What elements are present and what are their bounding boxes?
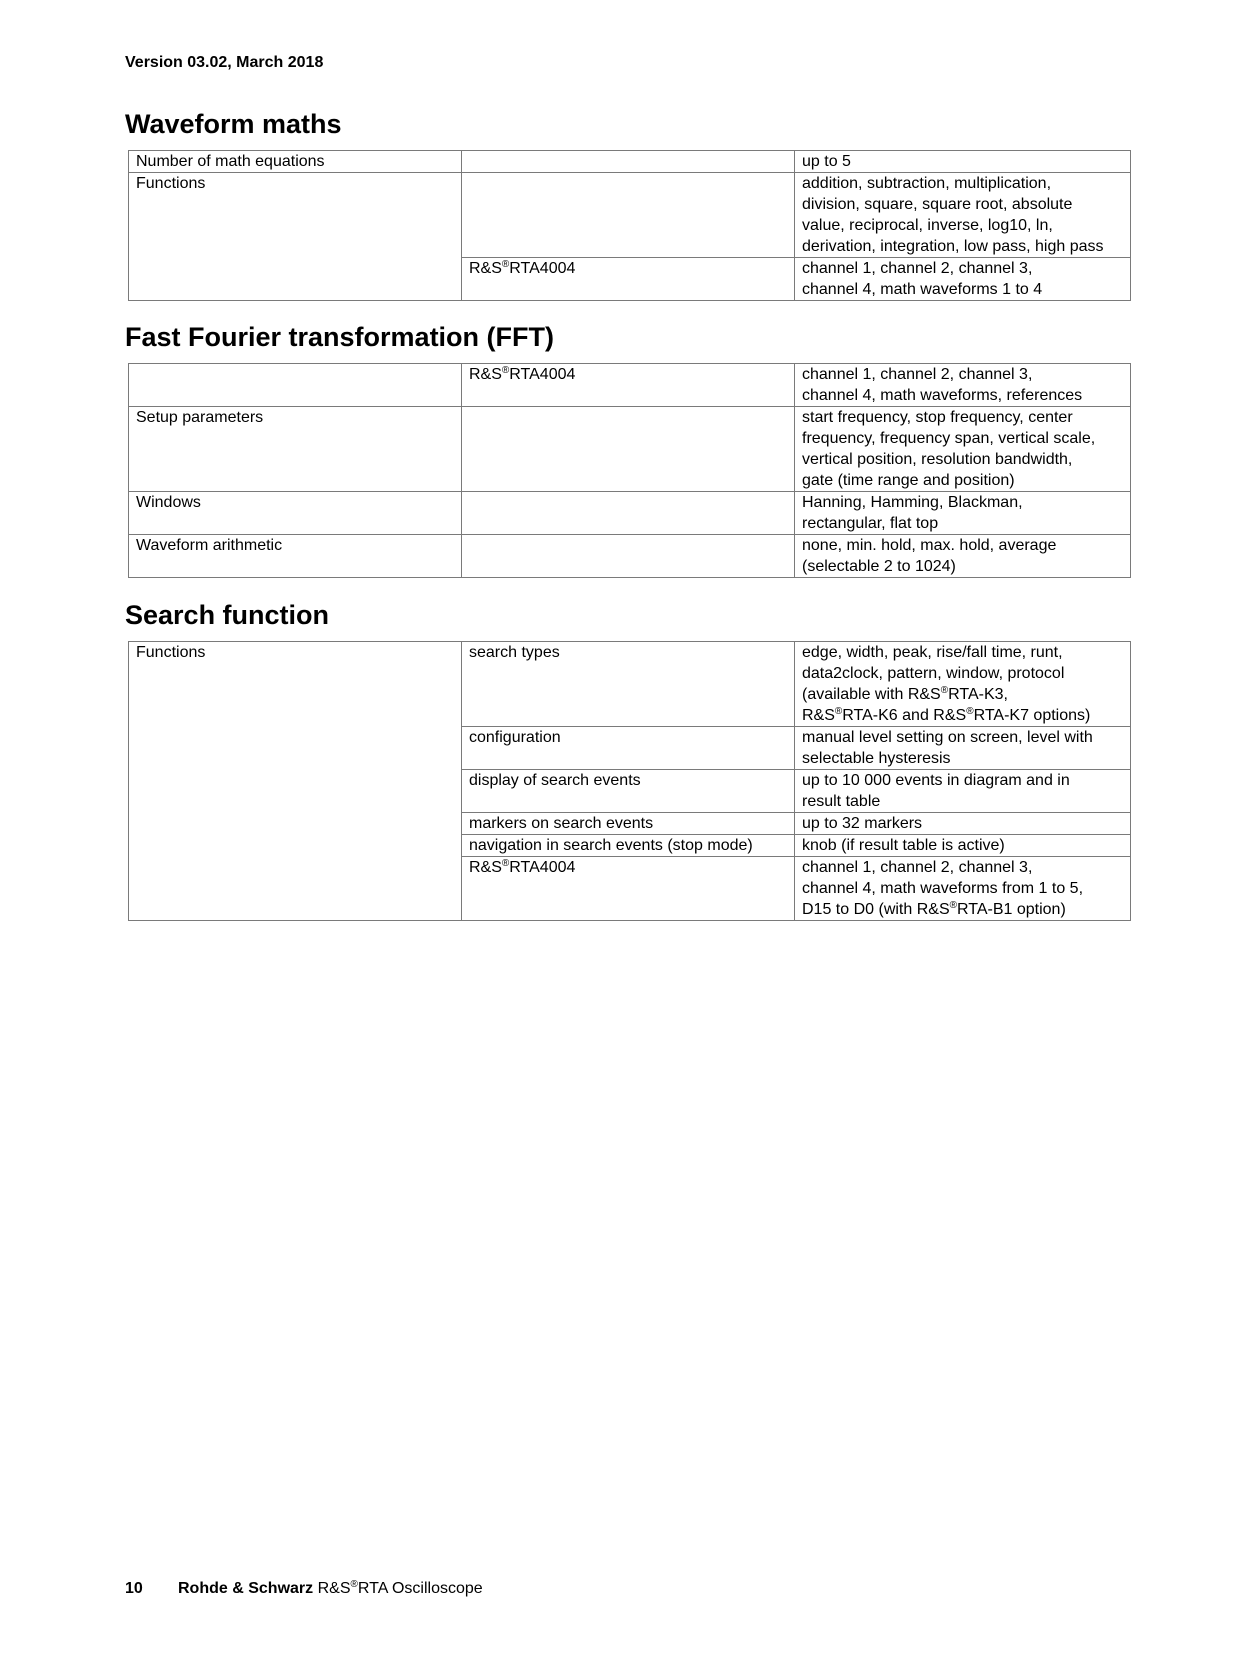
section-title-search-function: Search function	[125, 600, 330, 630]
footer-product: R&S®RTA Oscilloscope	[317, 1579, 483, 1597]
table-cell	[129, 364, 462, 407]
table-cell: up to 32 markers	[795, 813, 1131, 835]
footer-company: Rohde & Schwarz	[178, 1580, 314, 1597]
table-cell: manual level setting on screen, level with selectable hysteresis	[795, 727, 1131, 770]
section-title-waveform-maths: Waveform maths	[125, 109, 342, 139]
table-cell: display of search events	[462, 770, 795, 813]
table-cell	[462, 173, 795, 258]
table-cell	[462, 492, 795, 535]
table-row	[129, 642, 1131, 727]
table-cell: none, min. hold, max. hold, average (selectable 2 to 1024)	[795, 535, 1131, 578]
table-cell: Windows	[129, 492, 462, 535]
table-cell: addition, subtraction, multiplication, division, square, square root, absolute value, reciprocal, inverse, log10, ln, derivation, integration, low pass, high pass	[795, 173, 1131, 258]
table-cell: Hanning, Hamming, Blackman, rectangular, flat top	[795, 492, 1131, 535]
table-cell: channel 1, channel 2, channel 3, channel 4, math waveforms from 1 to 5, D15 to D0 (with R&S®RTA-B1 option)	[795, 857, 1131, 921]
page-footer	[125, 1580, 483, 1598]
table-cell: Functions	[129, 173, 462, 301]
table-cell: up to 10 000 events in diagram and in result table	[795, 770, 1131, 813]
table-cell	[462, 407, 795, 492]
waveform-maths-table	[128, 150, 1131, 301]
table-cell: up to 5	[795, 151, 1131, 173]
table-cell: knob (if result table is active)	[795, 835, 1131, 857]
table-cell: navigation in search events (stop mode)	[462, 835, 795, 857]
table-row	[129, 173, 1131, 258]
table-cell	[462, 151, 795, 173]
table-cell: search types	[462, 642, 795, 727]
table-cell: Number of math equations	[129, 151, 462, 173]
section-title-fft: Fast Fourier transformation (FFT)	[125, 322, 555, 352]
table-row	[129, 492, 1131, 535]
page-number: 10	[125, 1580, 143, 1597]
table-cell: configuration	[462, 727, 795, 770]
table-cell: start frequency, stop frequency, center frequency, frequency span, vertical scale, vertical position, resolution bandwidth, gate (time range and position)	[795, 407, 1131, 492]
table-cell: Functions	[129, 642, 462, 921]
table-cell	[462, 535, 795, 578]
table-row	[129, 364, 1131, 407]
table-row	[129, 535, 1131, 578]
table-cell: edge, width, peak, rise/fall time, runt, data2clock, pattern, window, protocol (available with R&S®RTA-K3, R&S®RTA-K6 and R&S®RTA-K7 options)	[795, 642, 1131, 727]
table-cell: channel 1, channel 2, channel 3, channel 4, math waveforms 1 to 4	[795, 258, 1131, 301]
table-row	[129, 407, 1131, 492]
table-row	[129, 151, 1131, 173]
page-header-version: Version 03.02, March 2018	[125, 54, 324, 71]
table-cell: Waveform arithmetic	[129, 535, 462, 578]
table-cell-model: R&S®RTA4004	[462, 364, 795, 407]
table-cell-model: R&S®RTA4004	[462, 258, 795, 301]
table-cell-model: R&S®RTA4004	[462, 857, 795, 921]
fft-table	[128, 363, 1131, 578]
table-cell: markers on search events	[462, 813, 795, 835]
table-cell: channel 1, channel 2, channel 3, channel 4, math waveforms, references	[795, 364, 1131, 407]
search-function-table	[128, 641, 1131, 921]
table-cell: Setup parameters	[129, 407, 462, 492]
